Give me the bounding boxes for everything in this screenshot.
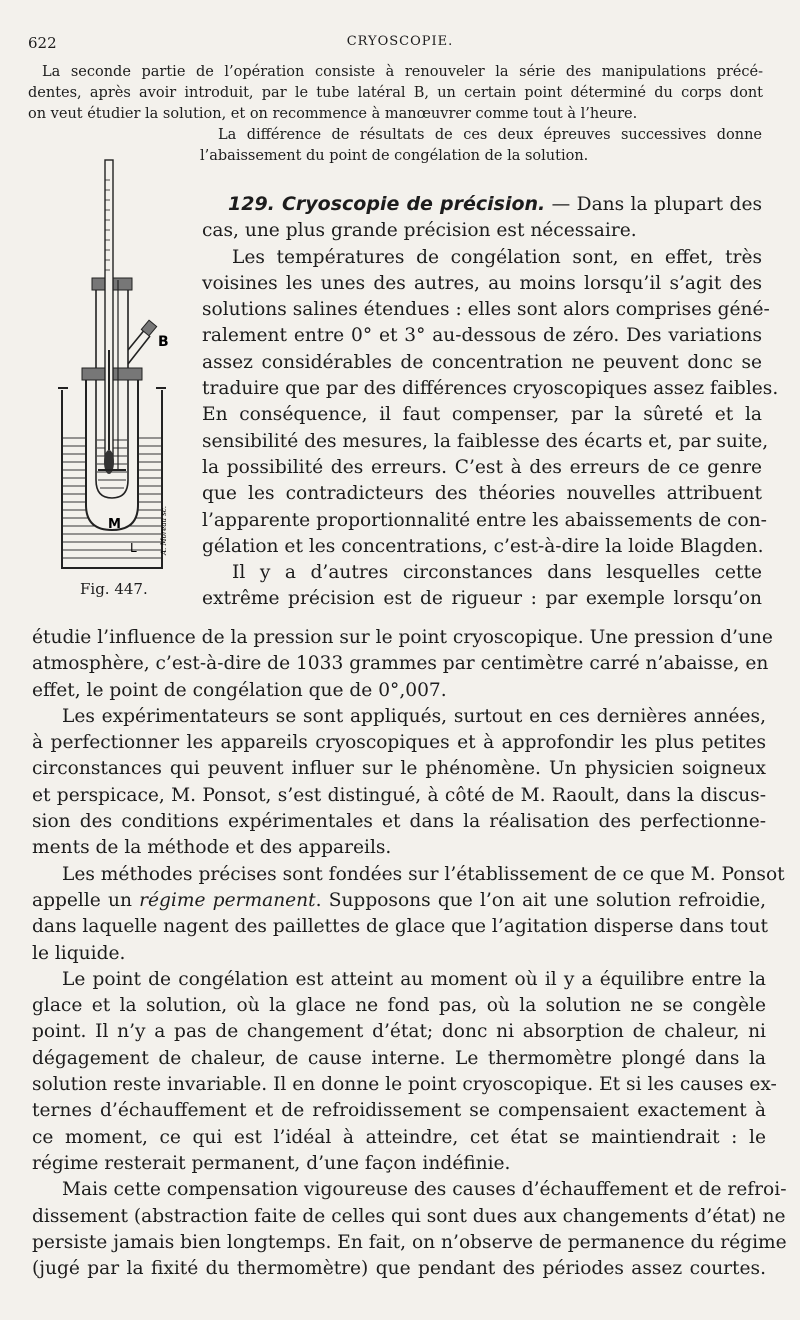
- text-line: ments de la méthode et des appareils.: [32, 837, 392, 859]
- text-line: point. Il n’y a pas de changement d’état; donc ni absorption de chaleur, ni: [32, 1021, 766, 1043]
- running-head: CRYOSCOPIE.: [346, 34, 454, 49]
- text-line: régime resterait permanent, d’une façon indéfinie.: [32, 1152, 511, 1174]
- text-line: ce moment, ce qui est l’idéal à atteindre, cet état se maintiendrait : le: [32, 1126, 766, 1148]
- text-line: et perspicace, M. Ponsot, s’est distingué, à côté de M. Raoult, dans la discus-: [32, 784, 766, 806]
- text-line: on veut étudier la solution, et on recommence à manœuvrer comme tout à l’heure.: [28, 106, 638, 122]
- text-line: En conséquence, il faut compenser, par la sûreté et la: [202, 404, 762, 426]
- text-line: étudie l’influence de la pression sur le point cryoscopique. Une pression d’une: [32, 627, 773, 648]
- text-line: persiste jamais bien longtemps. En fait, on n’observe de permanence du régime: [32, 1231, 787, 1253]
- section-heading: 129. Cryoscopie de précision.: [228, 193, 546, 215]
- text-line: cas, une plus grande précision est nécessaire.: [202, 220, 637, 242]
- text-line: dans laquelle nagent des paillettes de glace que l’agitation disperse dans tout: [32, 916, 768, 938]
- text-line: circonstances qui peuvent influer sur le phénomène. Un physicien soigneux: [32, 758, 766, 780]
- section-body-full: [32, 625, 787, 1282]
- intro-paragraph: [28, 62, 763, 125]
- text-line: le liquide.: [32, 942, 126, 964]
- text-fragment: appelle un: [32, 889, 140, 911]
- label-l: L: [130, 541, 137, 555]
- text-line: Le point de congélation est atteint au moment où il y a équilibre entre la: [62, 968, 766, 990]
- apparatus-illustration: [50, 150, 190, 610]
- text-line: dentes, après avoir introduit, par le tube latéral B, un certain point déterminé du corps dont: [28, 85, 763, 101]
- text-line: traduire que par des différences cryoscopiques assez faibles.: [202, 378, 779, 400]
- text-line: solutions salines étendues : elles sont alors comprises géné-: [202, 299, 770, 321]
- text-line: (jugé par la fixité du thermomètre) que pendant des périodes assez courtes.: [32, 1258, 766, 1280]
- label-m: M: [108, 517, 121, 532]
- text-line: l’abaissement du point de congélation de la solution.: [200, 148, 589, 164]
- text-fragment: . Supposons que l’on ait une solution refroidie,: [315, 889, 766, 911]
- text-line: La seconde partie de l’opération consiste à renouveler la série des manipulations précé-: [42, 64, 763, 80]
- text-line: gélation et les concentrations, c’est-à-dire la loide Blagden.: [202, 535, 764, 557]
- text-line: assez considérables de concentration ne peuvent donc se: [202, 351, 762, 373]
- section-body-wrapped: [202, 191, 779, 613]
- section-heading-line: [202, 191, 762, 218]
- text-line: que les contradicteurs des théories nouvelles attribuent: [202, 483, 762, 505]
- text-line: dissement (abstraction faite de celles qui sont dues aux changements d’état) ne: [32, 1205, 786, 1227]
- text-line: l’apparente proportionnalité entre les abaissements de con-: [202, 509, 767, 531]
- text-line: atmosphère, c’est-à-dire de 1033 grammes par centimètre carré n’abaisse, en: [32, 653, 769, 675]
- text-line: effet, le point de congélation que de 0°,007.: [32, 679, 447, 701]
- page-header: [28, 34, 772, 56]
- intro-paragraph-2: [200, 125, 762, 167]
- text-line: ternes d’échauffement et de refroidissement se compensaient exactement à: [32, 1100, 766, 1122]
- text-line: Les expérimentateurs se sont appliqués, surtout en ces dernières années,: [62, 705, 766, 727]
- text-line: Les températures de congélation sont, en effet, très: [232, 246, 762, 268]
- text-line: Les méthodes précises sont fondées sur l’établissement de ce que M. Ponsot: [62, 863, 785, 885]
- text-line: sion des conditions expérimentales et dans la réalisation des perfectionne-: [32, 811, 766, 833]
- text-line: la possibilité des erreurs. C’est à des erreurs de ce genre: [202, 456, 762, 478]
- text-line: voisines les unes des autres, au moins lorsqu’il s’agit des: [202, 272, 762, 294]
- label-b: B: [158, 334, 169, 350]
- emphasis-regime-permanent: régime permanent: [139, 889, 316, 911]
- text-line: glace et la solution, où la glace ne fond pas, où la solution ne se congèle: [32, 995, 766, 1017]
- text-line: à perfectionner les appareils cryoscopiques et à approfondir les plus petites: [32, 732, 766, 754]
- text-line: Il y a d’autres circonstances dans lesquelles cette: [232, 562, 762, 584]
- text-line: dégagement de chaleur, de cause interne. Le thermomètre plongé dans la: [32, 1047, 766, 1069]
- text-line: ralement entre 0° et 3° au-dessous de zéro. Des variations: [202, 325, 762, 347]
- text-line-with-emphasis: [32, 888, 766, 914]
- heading-continuation: — Dans la plupart des: [545, 194, 762, 215]
- text-line: La différence de résultats de ces deux épreuves successives donne: [218, 127, 762, 143]
- text-line: Mais cette compensation vigoureuse des causes d’échauffement et de refroi-: [62, 1179, 787, 1201]
- text-line: sensibilité des mesures, la faiblesse des écarts et, par suite,: [202, 430, 769, 452]
- figure-caption: Fig. 447.: [80, 580, 148, 598]
- page-number: 622: [28, 34, 57, 52]
- engraver-signature: A. Moreau sc.: [160, 505, 168, 555]
- text-line: extrême précision est de rigueur : par exemple lorsqu’on: [202, 588, 762, 610]
- text-line: solution reste invariable. Il en donne le point cryoscopique. Et si les causes ex-: [32, 1074, 777, 1096]
